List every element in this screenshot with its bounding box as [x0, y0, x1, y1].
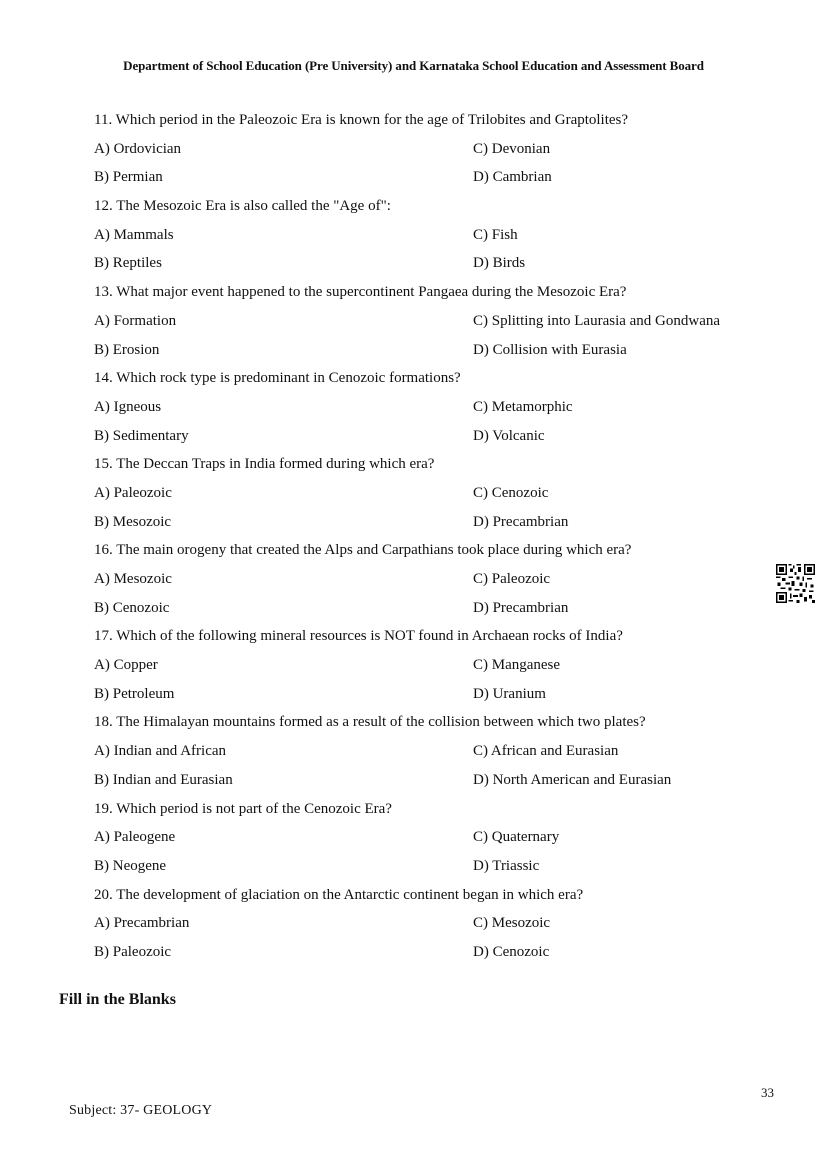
option-b: B) Paleozoic — [94, 943, 172, 960]
question-text: 17. Which of the following mineral resources is NOT found in Archaean rocks of India? — [94, 628, 623, 645]
option-row — [94, 424, 794, 453]
option-b: B) Petroleum — [94, 685, 175, 702]
question-text: 20. The development of glaciation on the Antarctic continent began in which era? — [94, 886, 584, 903]
option-row — [94, 309, 794, 338]
option-row — [94, 395, 794, 424]
option-row — [94, 165, 794, 194]
option-b: B) Cenozoic — [94, 599, 170, 616]
option-a: A) Copper — [94, 657, 158, 674]
option-a: A) Paleozoic — [94, 484, 172, 501]
option-b: B) Indian and Eurasian — [94, 771, 233, 788]
option-row — [94, 567, 794, 596]
option-a: A) Paleogene — [94, 829, 176, 846]
option-row — [94, 653, 794, 682]
option-row — [94, 682, 794, 711]
option-b: B) Neogene — [94, 857, 167, 874]
option-d: D) Cambrian — [473, 169, 552, 186]
option-c: C) Devonian — [473, 140, 551, 157]
option-c: C) Paleozoic — [473, 571, 551, 587]
page-number: 33 — [761, 1085, 774, 1100]
option-row — [94, 739, 794, 768]
option-b: B) Reptiles — [94, 255, 162, 272]
option-d: D) Volcanic — [473, 427, 545, 444]
option-a: A) Ordovician — [94, 140, 182, 157]
option-c: C) African and Eurasian — [473, 743, 619, 760]
section-title: Fill in the Blanks — [59, 991, 176, 1008]
question-text: 13. What major event happened to the supercontinent Pangaea during the Mesozoic Era? — [94, 284, 627, 301]
option-a: A) Mammals — [94, 226, 174, 243]
option-b: B) Erosion — [94, 341, 160, 358]
question-text: 14. Which rock type is predominant in Cenozoic formations? — [94, 370, 461, 387]
option-c: C) Fish — [473, 226, 518, 243]
option-row — [94, 596, 794, 625]
option-d: D) North American and Eurasian — [473, 771, 672, 788]
option-c: C) Splitting into Laurasia and Gondwana — [473, 312, 721, 329]
option-a: A) Igneous — [94, 398, 162, 415]
option-a: A) Precambrian — [94, 915, 190, 932]
option-row — [94, 825, 794, 854]
option-c: C) Cenozoic — [473, 484, 549, 501]
option-row — [94, 911, 794, 940]
option-row — [94, 854, 794, 883]
question-text: 11. Which period in the Paleozoic Era is known for the age of Trilobites and Graptolites? — [94, 112, 629, 128]
option-b: B) Mesozoic — [94, 513, 172, 530]
option-d: D) Uranium — [473, 685, 546, 702]
option-row — [94, 940, 794, 969]
option-c: C) Manganese — [473, 657, 561, 674]
subject-footer: Subject: 37- GEOLOGY — [69, 1103, 213, 1118]
option-d: D) Precambrian — [473, 513, 569, 530]
question-text: 18. The Himalayan mountains formed as a result of the collision between which two plates? — [94, 714, 646, 731]
option-row — [94, 223, 794, 252]
question-text: 12. The Mesozoic Era is also called the "Age of": — [94, 198, 391, 215]
option-row — [94, 768, 794, 797]
option-d: D) Precambrian — [473, 599, 569, 616]
option-row — [94, 137, 794, 166]
question-text: 19. Which period is not part of the Cenozoic Era? — [94, 800, 392, 817]
option-b: B) Sedimentary — [94, 427, 189, 444]
qr-code-icon — [776, 564, 815, 603]
option-d: D) Collision with Eurasia — [473, 341, 627, 358]
question-text: 16. The main orogeny that created the Alps and Carpathians took place during which era? — [94, 542, 632, 559]
option-c: C) Quaternary — [473, 829, 560, 846]
question-text: 15. The Deccan Traps in India formed during which era? — [94, 456, 435, 473]
option-row — [94, 481, 794, 510]
option-d: D) Cenozoic — [473, 943, 550, 960]
option-c: C) Metamorphic — [473, 398, 573, 415]
option-b: B) Permian — [94, 169, 163, 186]
question-list — [94, 108, 794, 969]
option-c: C) Mesozoic — [473, 915, 551, 932]
option-row — [94, 338, 794, 367]
option-d: D) Triassic — [473, 857, 540, 874]
option-a: A) Mesozoic — [94, 571, 172, 587]
option-d: D) Birds — [473, 255, 526, 272]
option-a: A) Indian and African — [94, 743, 227, 760]
page-header: Department of School Education (Pre University) and Karnataka School Education and Assessment Board — [123, 58, 704, 73]
option-a: A) Formation — [94, 312, 177, 329]
option-row — [94, 251, 794, 280]
option-row — [94, 510, 794, 539]
